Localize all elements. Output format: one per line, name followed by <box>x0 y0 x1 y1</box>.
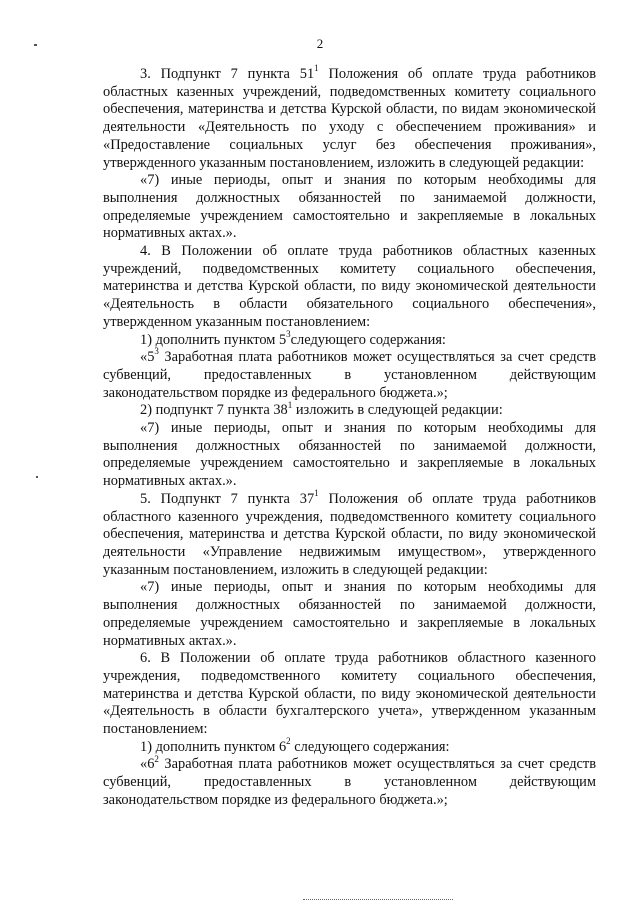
page-number: 2 <box>316 36 324 51</box>
paragraph-text: изложить в следующей редакции: <box>292 402 503 419</box>
paragraph-text: 2) подпункт 7 пункта 38 <box>140 402 288 419</box>
superscript: 3 <box>154 346 159 357</box>
document-body <box>103 63 596 810</box>
scan-mark <box>36 476 38 478</box>
paragraph <box>103 243 596 332</box>
superscript: 1 <box>314 63 319 74</box>
paragraph-text: 3. Подпункт 7 пункта 51 <box>140 66 315 82</box>
superscript: 3 <box>286 328 291 339</box>
superscript: 1 <box>287 399 293 410</box>
superscript: 2 <box>286 735 291 746</box>
paragraph <box>103 399 596 420</box>
paragraph <box>103 172 596 243</box>
paragraph-text: 6. В Положении об оплате труда работников областного казенного учреждения, подведомственного комитету социального обеспечения, материнства и детства Курской области, по виду экономической деятельности «Деятельность в области бухгалтерского учета», утвержденном указанным постановлением: <box>103 650 596 738</box>
paragraph-text: «7) иные периоды, опыт и знания по которым необходимы для выполнения должностных обязанностей по занимаемой должности, определяемые учреждением самостоятельно и закрепляемые в локальных нормативных актах.». <box>103 172 596 242</box>
paragraph <box>103 346 596 402</box>
paragraph-text: «7) иные периоды, опыт и знания по которым необходимы для выполнения должностных обязанностей по занимаемой должности, определяемые учреждением самостоятельно и закрепляемые в локальных нормативных актах.». <box>103 420 596 490</box>
paragraph-text: «5 <box>140 349 155 366</box>
paragraph-text: «6 <box>140 756 155 773</box>
paragraph <box>103 735 596 757</box>
paragraph <box>103 579 596 650</box>
superscript: 1 <box>314 488 319 499</box>
paragraph <box>103 753 596 809</box>
paragraph-text: следующего содержания: <box>290 738 450 755</box>
paragraph-text: Заработная плата работников может осуществляться за счет средств субвенций, предоставленных в установленном действующим законодательством порядке из федерального бюджета.»; <box>103 349 596 401</box>
superscript: 2 <box>154 753 159 764</box>
paragraph-text: 5. Подпункт 7 пункта 37 <box>140 490 315 507</box>
paragraph <box>103 650 596 739</box>
paragraph <box>103 328 596 350</box>
paragraph-text: 4. В Положении об оплате труда работников областных казенных учреждений, подведомственных комитету социального обеспечения, материнства и детства Курской области, по виду экономической деятельности «Деятельность в области обязательного социального обеспечения», утвержденном указанным постановлением: <box>103 243 596 330</box>
paragraph <box>103 63 596 172</box>
paragraph <box>103 488 596 580</box>
paragraph-text: Заработная плата работников может осуществляться за счет средств субвенций, предоставленных в установленном действующим законодательством порядке из федерального бюджета.»; <box>103 756 596 808</box>
paragraph-text: 1) дополнить пунктом 6 <box>140 738 287 755</box>
paragraph-text: Положения об оплате труда работников областного казенного учреждения, подведомственного комитету социального обеспечения, материнства и детства Курской области, по виду экономической деятельности «Управление недвижимым имуществом», утвержденного указанным постановлением, изложить в следующей редакции: <box>103 490 596 578</box>
scan-artifact <box>303 899 453 902</box>
paragraph <box>103 420 596 491</box>
paragraph-text: «7) иные периоды, опыт и знания по которым необходимы для выполнения должностных обязанностей по занимаемой должности, определяемые учреждением самостоятельно и закрепляемые в локальных нормативных актах.». <box>103 579 596 649</box>
paragraph-text: 1) дополнить пунктом 5 <box>140 331 287 348</box>
paragraph-text: следующего содержания: <box>290 331 446 348</box>
paragraph-text: Положения об оплате труда работников областных казенных учреждений, подведомственных комитету социального обеспечения, материнства и детства Курской области, по видам экономической деятельности «Деятельность по уходу с обеспечением проживания» и «Предоставление социальных услуг без обеспечения проживания», утвержденного указанным постановлением, изложить в следующей редакции: <box>103 66 596 171</box>
